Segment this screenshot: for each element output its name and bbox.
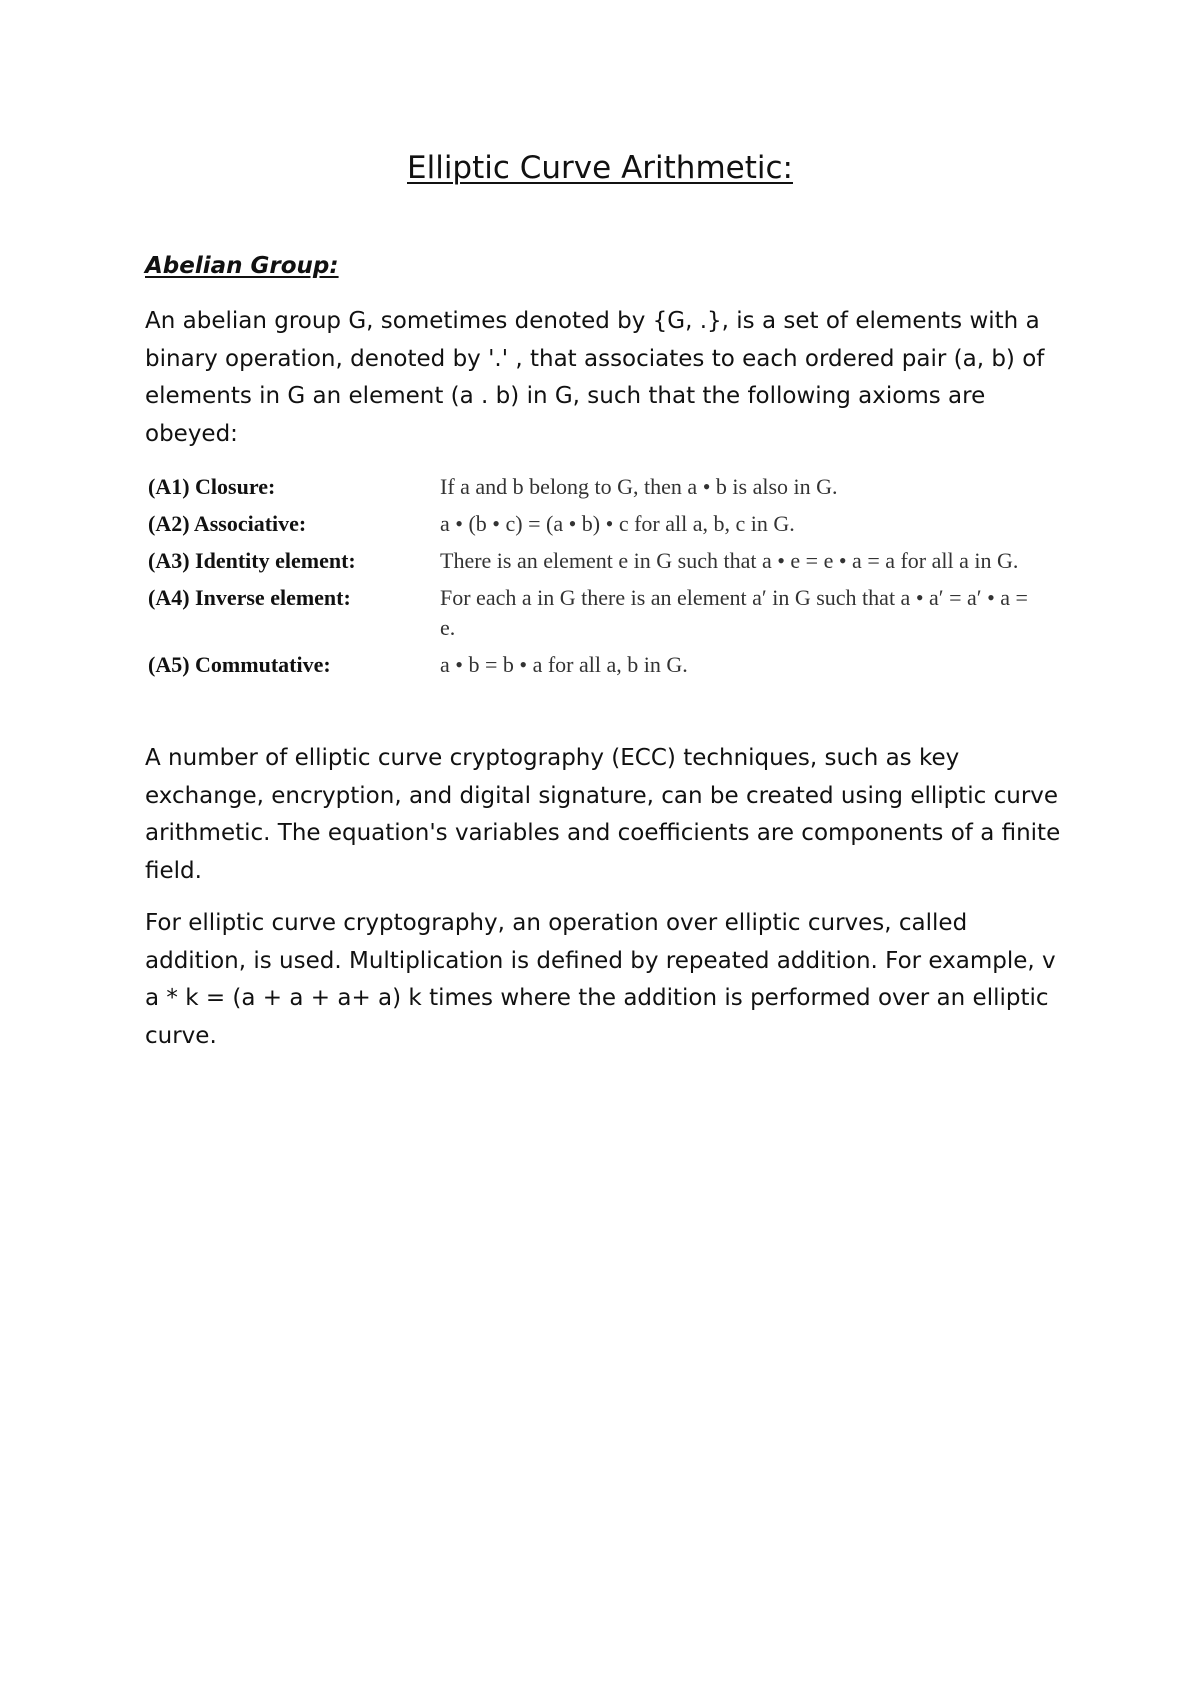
axiom-row-closure [148, 472, 1048, 502]
axiom-row-commutative [148, 650, 1048, 680]
axiom-text: For each a in G there is an element a′ in G such that a • a′ = a′ • a = e. [440, 585, 1028, 640]
axiom-label: (A1) Closure: [148, 474, 276, 499]
axiom-row-associative [148, 509, 1048, 539]
axiom-text: If a and b belong to G, then a • b is also in G. [440, 474, 838, 499]
ecc-paragraph: A number of elliptic curve cryptography (ECC) techniques, such as key exchange, encryption, and digital signature, can be created using elliptic curve arithmetic. The equation's variables and coefficients are components of a finite field. [145, 745, 1061, 884]
axiom-label: (A4) Inverse element: [148, 585, 351, 610]
axiom-text: a • b = b • a for all a, b in G. [440, 652, 688, 677]
axiom-row-identity-element [148, 546, 1048, 576]
axiom-text: a • (b • c) = (a • b) • c for all a, b, c in G. [440, 511, 795, 536]
axiom-label: (A2) Associative: [148, 511, 307, 536]
axiom-row-inverse-element [148, 583, 1048, 643]
page-title: Elliptic Curve Arithmetic: [407, 150, 793, 186]
addition-paragraph: For elliptic curve cryptography, an operation over elliptic curves, called addition, is used. Multiplication is defined by repeated addition. For example, v a * k = (a + a + a+ a) k times where the addition is performed over an elliptic curve. [145, 910, 1056, 1049]
axiom-list [148, 472, 1048, 687]
axiom-label: (A3) Identity element: [148, 548, 356, 573]
axiom-label: (A5) Commutative: [148, 652, 331, 677]
axiom-text: There is an element e in G such that a • e = e • a = a for all a in G. [440, 548, 1019, 573]
intro-paragraph: An abelian group G, sometimes denoted by {G, .}, is a set of elements with a binary operation, denoted by '.' , that associates to each ordered pair (a, b) of elements in G an element (a . b) in G, such that the following axioms are obeyed: [145, 308, 1045, 447]
section-heading-abelian-group: Abelian Group: [145, 253, 339, 279]
